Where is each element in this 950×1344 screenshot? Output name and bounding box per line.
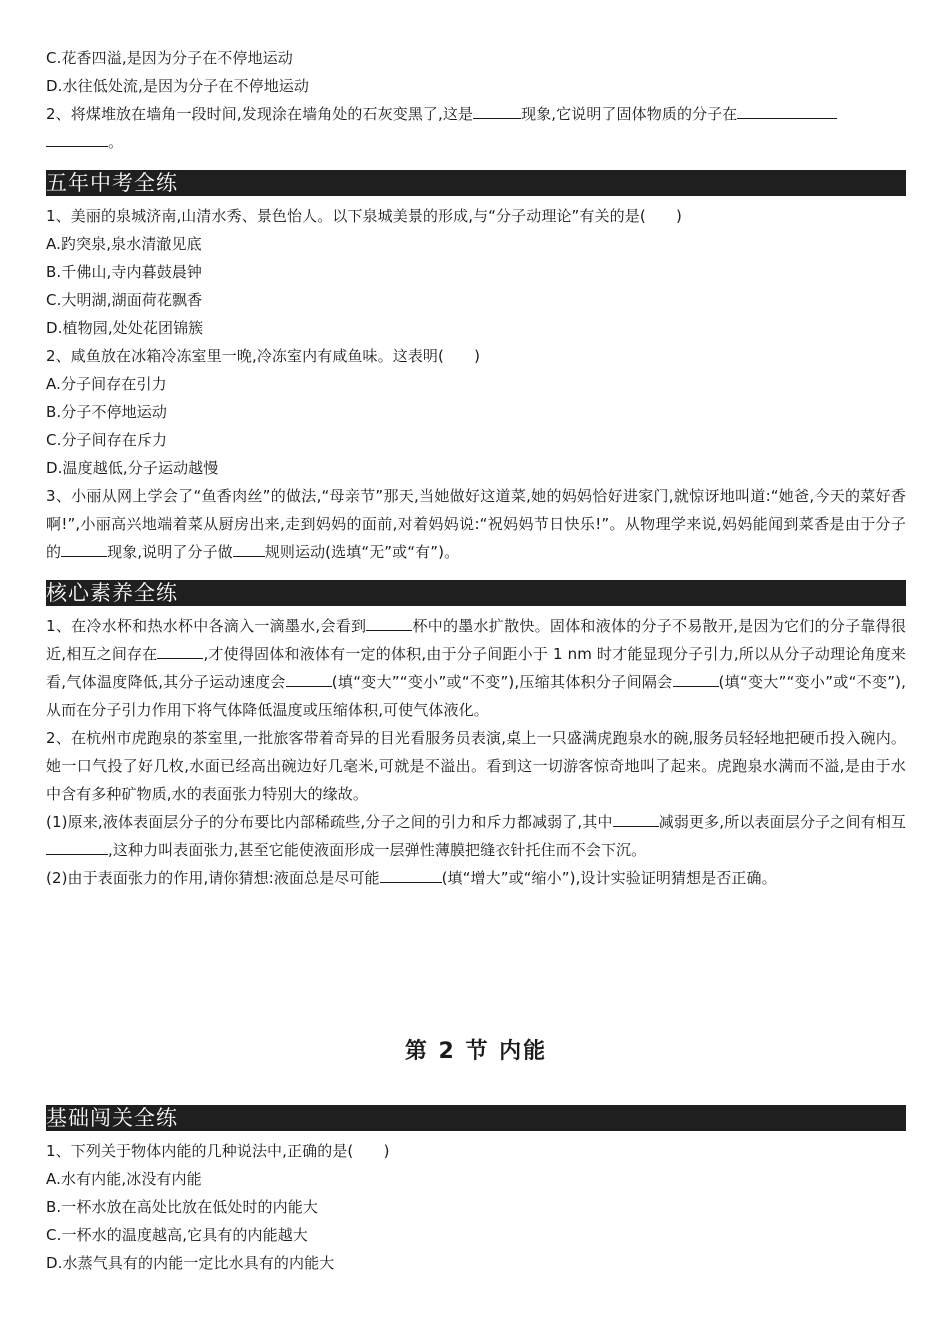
option-b: B.一杯水放在高处比放在低处时的内能大 [46,1198,318,1216]
option-d: D.温度越低,分子运动越慢 [46,459,219,477]
answer-blank[interactable] [613,812,659,827]
option-d: D.水往低处流,是因为分子在不停地运动 [46,77,309,95]
option-c: C.花香四溢,是因为分子在不停地运动 [46,49,293,67]
question-1: 1、美丽的泉城济南,山清水秀、景色怡人。以下泉城美景的形成,与“分子动理论”有关的是( ) [46,207,682,225]
answer-blank[interactable] [737,104,837,119]
option-a: A.分子间存在引力 [46,375,167,393]
option-b: B.千佛山,寺内暮鼓晨钟 [46,263,203,281]
option-c: C.一杯水的温度越高,它具有的内能越大 [46,1226,308,1244]
answer-blank[interactable] [673,672,719,687]
answer-blank[interactable] [46,132,108,147]
question-1: 1、在冷水杯和热水杯中各滴入一滴墨水,会看到 杯中的墨水扩散快。固体和液体的分子不易散开,是因为它们的分子靠得很近,相互之间存在 ,才使得固体和液体有一定的体积,由于分子间距小于 1 nm 时才能显现分子引力,所以从分子动理论角度来看,气体温度降低,其分子运动速度会 (填“变大”“变小”或“不变”),压缩其体积分子间隔会 (填“变大”“变小”或“不变”),从而在分子引力作用下将气体降低温度或压缩体积,可使气体液化。 [46,617,906,719]
option-d: D.水蒸气具有的内能一定比水具有的内能大 [46,1254,335,1272]
option-a: A.趵突泉,泉水清澈见底 [46,235,202,253]
question-3: 3、小丽从网上学会了“鱼香肉丝”的做法,“母亲节”那天,当她做好这道菜,她的妈妈恰好进家门,就惊讶地叫道:“她爸,今天的菜好香啊!”,小丽高兴地端着菜从厨房出来,走到妈妈的面前,对着妈妈说:“祝妈妈节日快乐!”。从物理学来说,妈妈能闻到菜香是由于分子的 现象,说明了分子做 规则运动(选填“无”或“有”)。 [46,487,906,561]
section-header: 五年中考全练 [46,170,906,196]
option-b: B.分子不停地运动 [46,403,167,421]
answer-blank[interactable] [473,104,521,119]
question-2: 2、将煤堆放在墙角一段时间,发现涂在墙角处的石灰变黑了,这是 现象,它说明了固体物质的分子在 。 [46,100,906,156]
chapter-title: 第 2 节 内能 [404,1039,548,1064]
section-header: 核心素养全练 [46,580,906,606]
answer-blank[interactable] [233,542,265,557]
answer-blank[interactable] [157,644,203,659]
answer-blank[interactable] [366,616,412,631]
option-c: C.分子间存在斥力 [46,431,168,449]
question-1: 1、下列关于物体内能的几种说法中,正确的是( ) [46,1142,390,1160]
answer-blank[interactable] [61,542,107,557]
option-c: C.大明湖,湖面荷花飘香 [46,291,203,309]
section-header: 基础闯关全练 [46,1105,906,1131]
answer-blank[interactable] [286,672,332,687]
question-2: 2、在杭州市虎跑泉的茶室里,一批旅客带着奇异的目光看服务员表演,桌上一只盛满虎跑泉水的碗,服务员轻轻地把硬币投入碗内。她一口气投了好几枚,水面已经高出碗边好几毫米,可就是不溢出。看到这一切游客惊奇地叫了起来。虎跑泉水满而不溢,是由于水中含有多种矿物质,水的表面张力特别大的缘故。 [46,729,906,803]
document-page [46,44,906,1277]
question-2: 2、咸鱼放在冰箱冷冻室里一晚,冷冻室内有咸鱼味。这表明( ) [46,347,481,365]
answer-blank[interactable] [46,840,108,855]
option-d: D.植物园,处处花团锦簇 [46,319,204,337]
option-a: A.水有内能,冰没有内能 [46,1170,202,1188]
question-2-part-1: (1)原来,液体表面层分子的分布要比内部稀疏些,分子之间的引力和斥力都减弱了,其中 减弱更多,所以表面层分子之间有相互,这种力叫表面张力,甚至它能使液面形成一层弹性薄膜把缝衣针托住而不会下沉。 [46,813,906,859]
answer-blank[interactable] [380,868,442,883]
question-2-part-2: (2)由于表面张力的作用,请你猜想:液面总是尽可能 (填“增大”或“缩小”),设计实验证明猜想是否正确。 [46,869,777,887]
